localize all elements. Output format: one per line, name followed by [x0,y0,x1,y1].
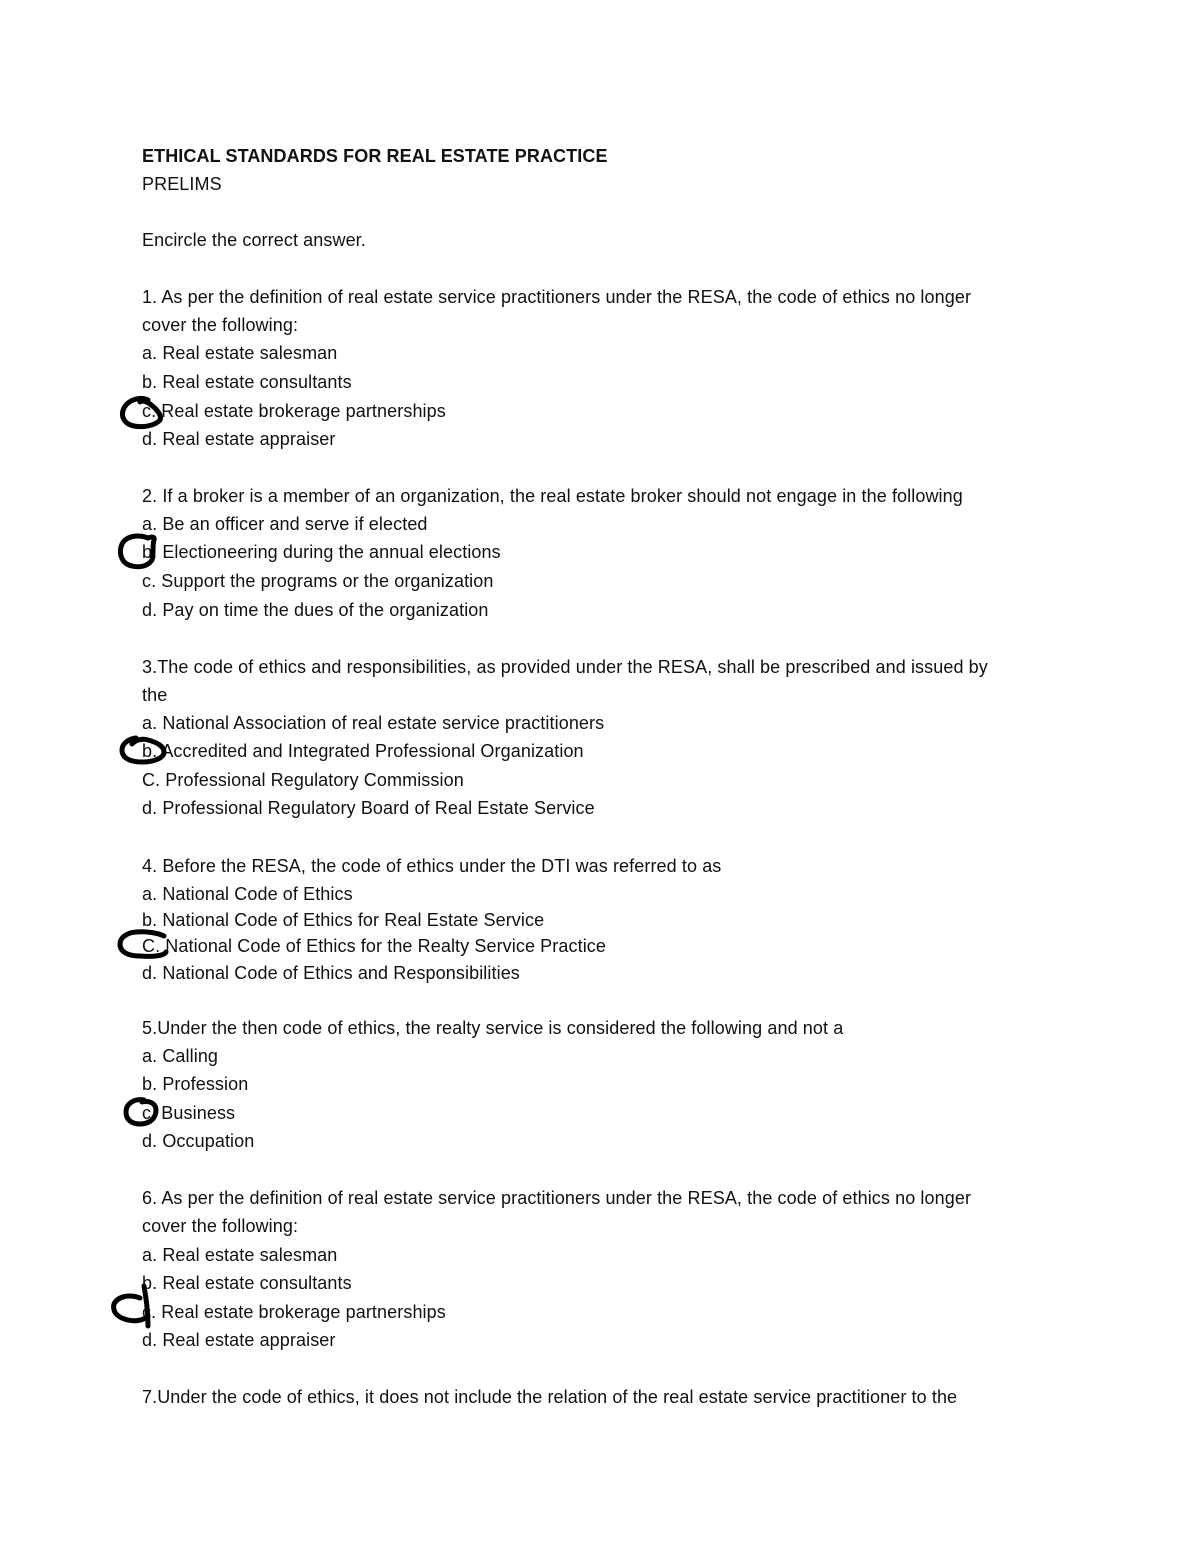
question-3-stem-line-2: the [142,685,168,705]
question-6-option-a[interactable]: a. Real estate salesman [142,1245,338,1265]
question-2-option-a[interactable]: a. Be an officer and serve if elected [142,514,428,534]
question-4-stem-line-1: 4. Before the RESA, the code of ethics under the DTI was referred to as [142,856,722,876]
question-4-option-d[interactable]: d. National Code of Ethics and Responsibilities [142,963,520,983]
question-2-answer-circle-mark [110,530,166,576]
question-6-option-d[interactable]: d. Real estate appraiser [142,1330,336,1350]
question-3-option-b[interactable]: b. Accredited and Integrated Professional Organization [142,741,584,761]
question-4-option-b[interactable]: b. National Code of Ethics for Real Estate Service [142,910,545,930]
question-5-option-a[interactable]: a. Calling [142,1046,219,1066]
question-1-stem-line-2: cover the following: [142,315,299,335]
question-4-option-c[interactable]: C. National Code of Ethics for the Realty Service Practice [142,936,606,956]
question-1-option-a[interactable]: a. Real estate salesman [142,343,338,363]
question-3-option-c[interactable]: C. Professional Regulatory Commission [142,770,464,790]
question-1-answer-circle-mark [112,392,172,434]
question-3-option-d[interactable]: d. Professional Regulatory Board of Real Estate Service [142,798,595,818]
document-title: ETHICAL STANDARDS FOR REAL ESTATE PRACTICE [142,146,608,166]
question-4-answer-circle-mark [110,924,172,966]
question-3-stem-line-1: 3.The code of ethics and responsibilities, as provided under the RESA, shall be prescribed and issued by [142,657,988,677]
question-2-option-b[interactable]: b. Electioneering during the annual elections [142,542,501,562]
question-5-option-b[interactable]: b. Profession [142,1074,249,1094]
instructions: Encircle the correct answer. [142,230,366,250]
question-3-option-a[interactable]: a. National Association of real estate service practitioners [142,713,605,733]
question-5-option-d[interactable]: d. Occupation [142,1131,255,1151]
question-1-option-b[interactable]: b. Real estate consultants [142,372,352,392]
question-2-option-c[interactable]: c. Support the programs or the organization [142,571,494,591]
question-4-option-a[interactable]: a. National Code of Ethics [142,884,353,904]
question-6-stem-line-1: 6. As per the definition of real estate service practitioners under the RESA, the code of ethics no longer [142,1188,972,1208]
question-1-option-c[interactable]: c. Real estate brokerage partnerships [142,401,446,421]
question-2-option-d[interactable]: d. Pay on time the dues of the organization [142,600,489,620]
question-7-stem-line-1: 7.Under the code of ethics, it does not include the relation of the real estate service practitioner to the [142,1387,958,1407]
question-5-option-c[interactable]: c. Business [142,1103,236,1123]
question-5-stem-line-1: 5.Under the then code of ethics, the realty service is considered the following and not a [142,1018,844,1038]
question-1-stem-line-1: 1. As per the definition of real estate service practitioners under the RESA, the code of ethics no longer [142,287,972,307]
question-6-answer-circle-mark [104,1280,160,1334]
document-subtitle: PRELIMS [142,174,222,194]
question-2-stem-line-1: 2. If a broker is a member of an organization, the real estate broker should not engage in the following [142,486,963,506]
question-6-option-c[interactable]: c. Real estate brokerage partnerships [142,1302,446,1322]
question-5-answer-circle-mark [114,1092,164,1132]
question-3-answer-circle-mark [112,730,174,770]
question-1-option-d[interactable]: d. Real estate appraiser [142,429,336,449]
question-6-option-b[interactable]: b. Real estate consultants [142,1273,352,1293]
question-6-stem-line-2: cover the following: [142,1216,299,1236]
